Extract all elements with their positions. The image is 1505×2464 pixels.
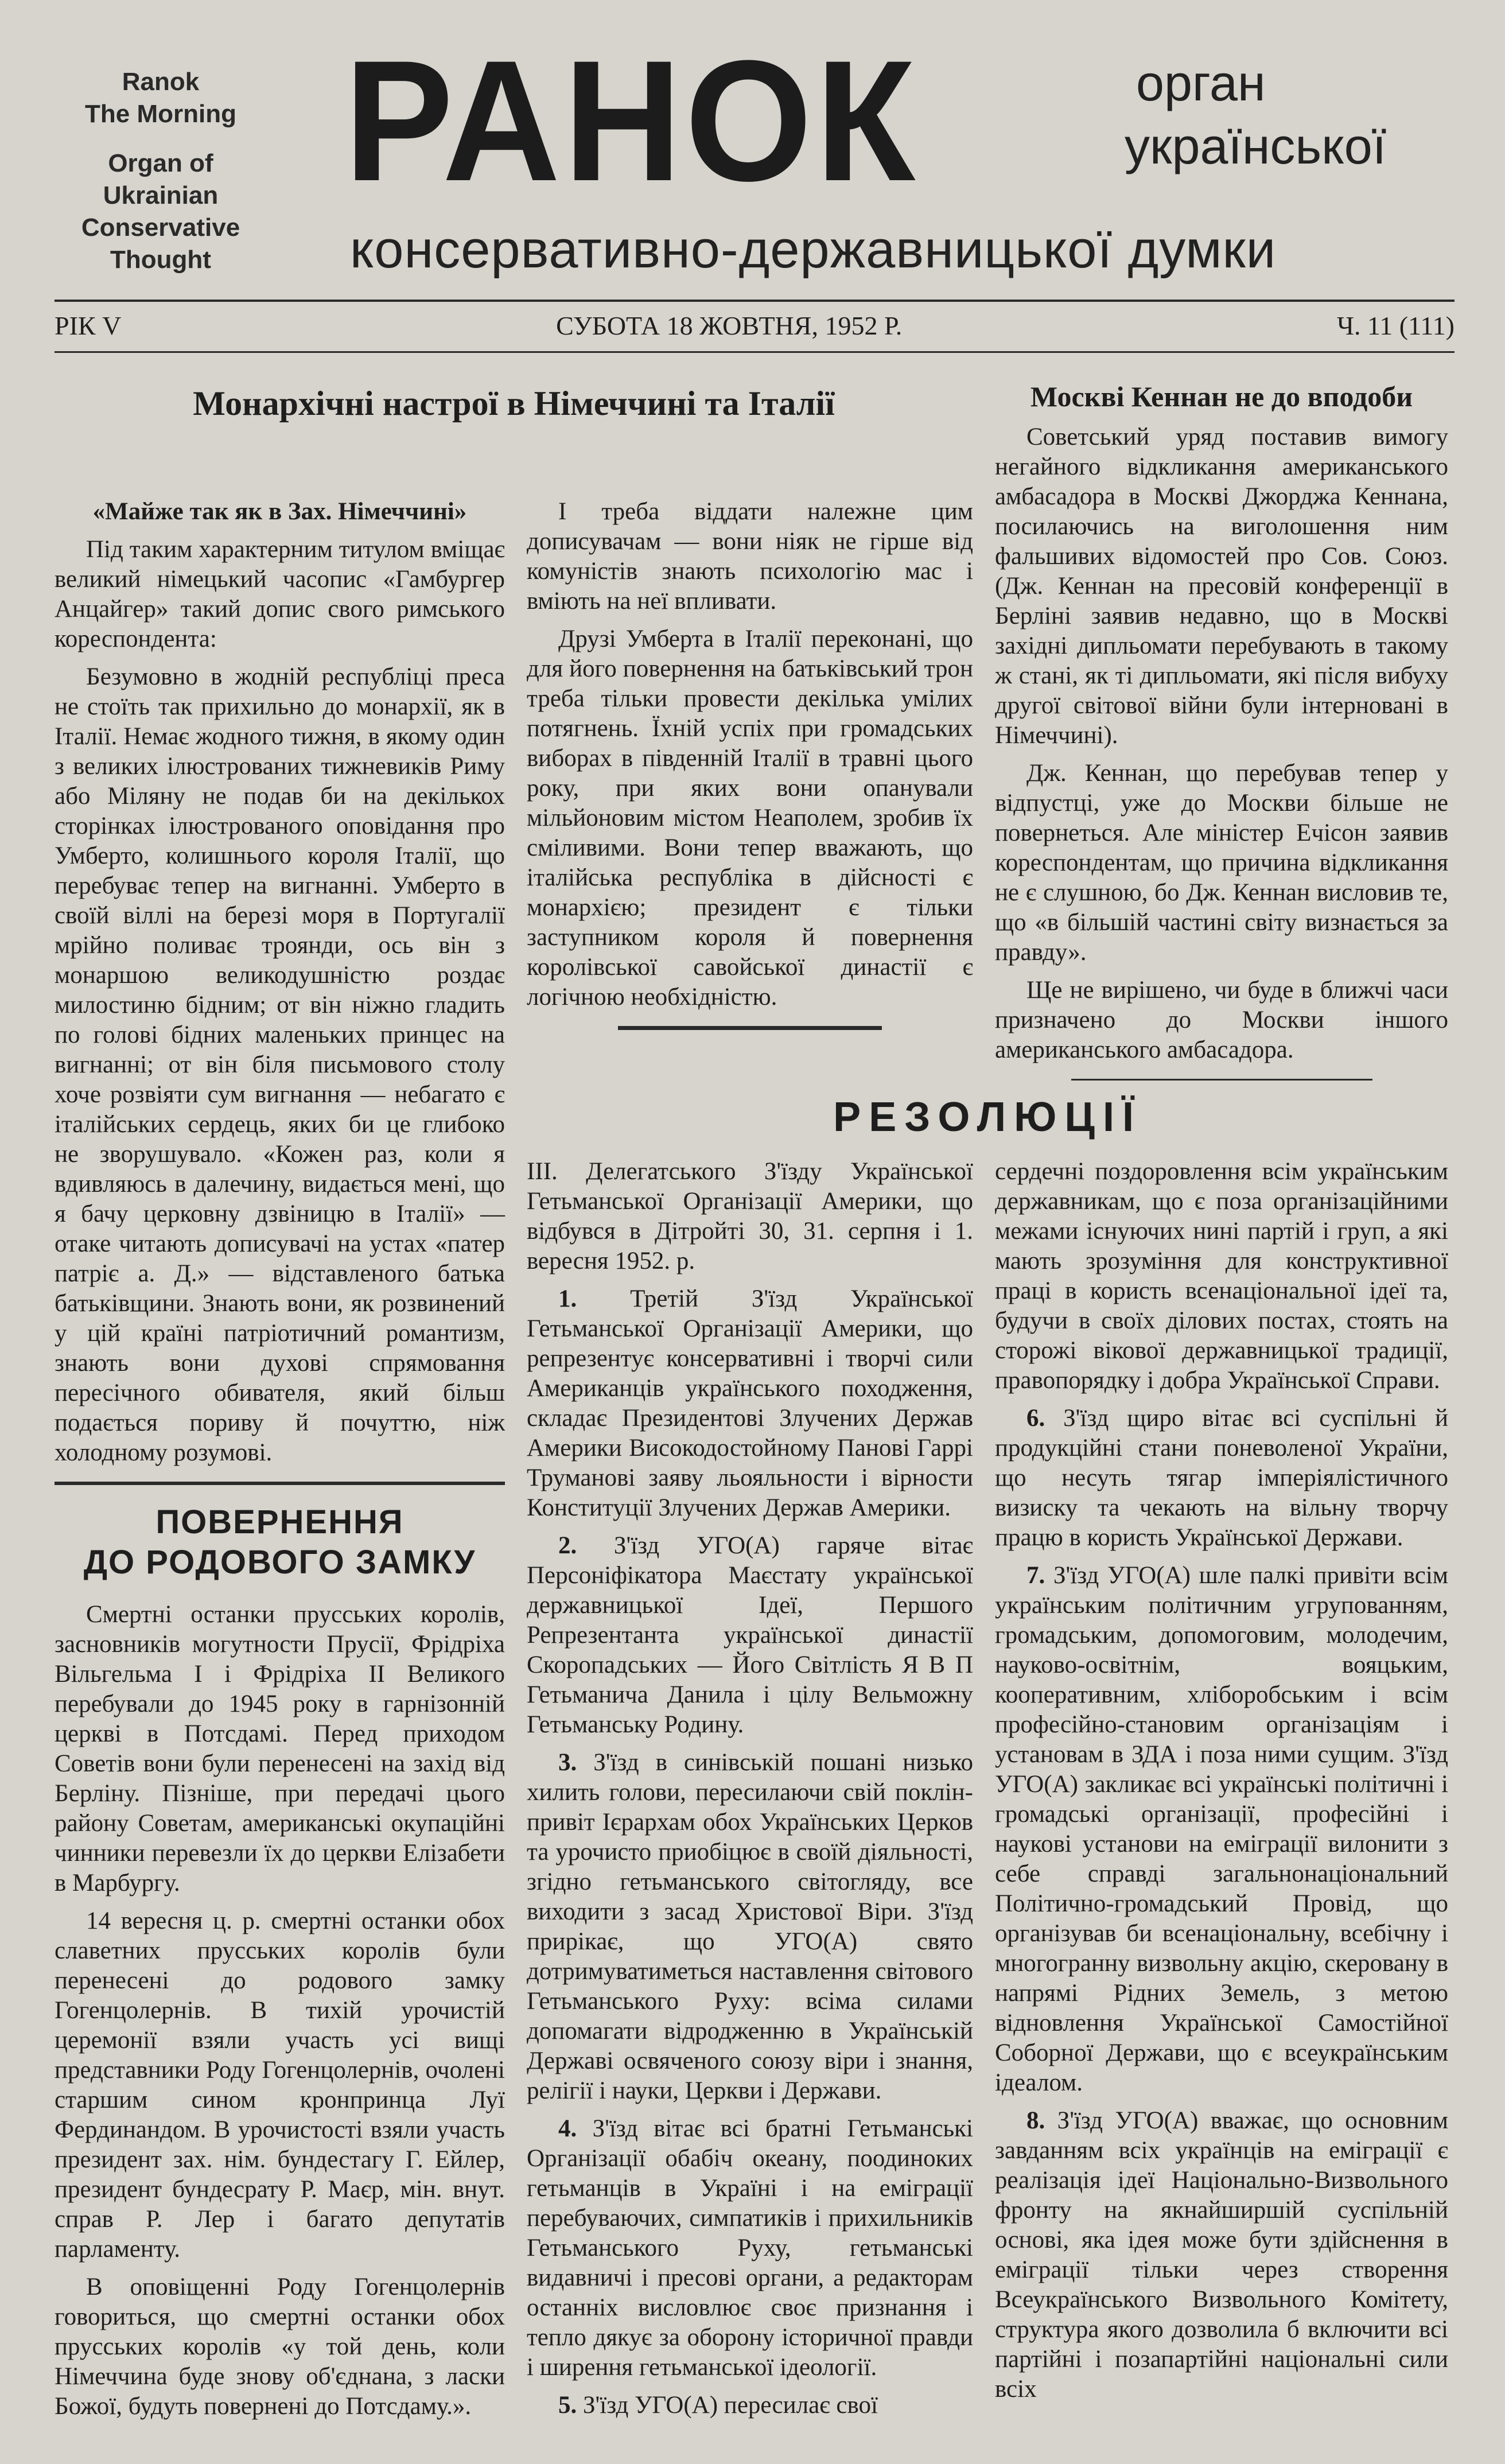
- paragraph: В оповіщенні Роду Гогенцолернів говориться, що смертні останки обох прусських королів «у той день, коли Німеччина буде знову об'єднана, з ласки Божої, будуть повернені до Потсдаму.».: [55, 2273, 505, 2420]
- resolutions-col3: [995, 1157, 1448, 2412]
- paragraph: Ще не вирішено, чи буде в ближчі часи призначено до Москви іншого американського амбасадора.: [995, 977, 1448, 1063]
- headline-kennan: Москві Кеннан не до вподоби: [1030, 380, 1413, 413]
- item-text: З'їзд УГО(А) гаряче вітає Персоніфікатора Маєстату української державницької Ідеї, Першого Репрезентанта української династії Скоропадських — Його Світлість Я В П Гетьманича Данила і цілу Вельможну Гетьманську Родину.: [527, 1532, 973, 1738]
- item-text: З'їзд вітає всі братні Гетьманські Організації обабіч океану, поодиноких гетьманців в Україні і на еміграції перебуваючих, симпатиків і прихильників Гетьманського Руху, гетьманські видавничі і пресові органи, а редакторам останніх висловлює своє признання і тепло дякує за оборону історичної правди і ширення гетьманської ідеології.: [527, 2115, 974, 2381]
- organ-line: орган: [1136, 55, 1266, 111]
- article-kennan: [995, 422, 1448, 1065]
- resolution-item: [995, 2106, 1448, 2404]
- divider: [55, 351, 1455, 353]
- item-number: 7.: [1026, 1561, 1045, 1589]
- item-text: З'їзд в синівській пошані низько хилить голови, пересилаючи свій поклін-привіт Ієрархам обох Українських Церков та урочисто приобіцює в своїй діяльності, згідно гетьманського світогляду, все виходити з засад Христової Віри. З'їзд прирікає, що УГО(А) свято дотримуватиметься наставлення світового Гетьманського Руху: всіма силами допомагати відродженню в Українській Державі освяченого союзу віри і знання, релігії і науки, Церкви і Держави.: [527, 1748, 973, 2104]
- resolutions-heading-row: [527, 1082, 1448, 1155]
- english-line: Ranok: [122, 68, 200, 96]
- resolution-item: [527, 1284, 973, 1523]
- page-body: [55, 379, 1448, 2464]
- paragraph: Дж. Кеннан, що перебував тепер у відпустці, уже до Москви більше не повернеться. Але міністер Ечісон заявив кореспондентам, що причина відкликання не є слушною, бо Дж. Кеннан висловив те, що «в більшій частині світу визнається за правду».: [995, 760, 1448, 966]
- headline-castle: [55, 1502, 505, 1583]
- divider: [618, 1026, 882, 1030]
- item-text: З'їзд УГО(А) пересилає свої: [583, 2391, 878, 2419]
- headline-line: ДО РОДОВОГО ЗАМКУ: [83, 1544, 476, 1581]
- masthead-english: [69, 66, 252, 276]
- item-number: 2.: [558, 1532, 577, 1559]
- article-castle: [55, 1600, 505, 2422]
- item-text: Третій З'їзд Української Гетьманської Організації Америки, що репрезентує консервативні і творчі сили Американців українського походження, складає Президентові Злучених Держав Америки Високодостойному Панові Гаррі Труманові заяву льояльности і вірности Конституції Злучених Держав Америки.: [527, 1285, 973, 1521]
- headline-line: ПОВЕРНЕННЯ: [155, 1503, 404, 1541]
- resolution-item: [527, 1531, 973, 1740]
- item-number: 1.: [558, 1285, 577, 1312]
- resolution-continued: сердечні поздоровлення всім українським державникам, що є поза організаційними межами існуючих нині партій і груп, а які мають зрозуміння для конструктивної праці в користь всенаціональної ідеї та, будучи в своїх ділових постах, стоять на сторожі вікової державницької традиції, правопорядку і добра Української Справи.: [995, 1157, 1448, 1394]
- headline-monarchy: Монархічні настрої в Німеччині та Італії: [193, 384, 835, 422]
- subheadline: «Майже так як в Зах. Німеччині»: [92, 498, 467, 525]
- column-1: [55, 497, 505, 2430]
- item-number: 6.: [1026, 1404, 1045, 1432]
- item-number: 4.: [558, 2115, 577, 2142]
- masthead-organ: [1125, 52, 1446, 178]
- article-kennan-block: [995, 379, 1448, 1081]
- year: РІК V: [55, 311, 122, 340]
- divider: [1071, 1079, 1372, 1081]
- english-line: Organ of: [108, 149, 213, 177]
- spacer: [69, 130, 252, 147]
- item-text: З'їзд УГО(А) вважає, що основним завданням всіх українців на еміграції є реалізація ідеї Національно-Визвольного фронту на якнайширшій суспільній основі, яка ідея може бути здійснення в еміграції тільки через створення Всеукраїнського Визвольного Комітету, структура якого дозволила б включити всі партійні і позапартійні національні сили всіх: [995, 2107, 1448, 2403]
- paragraph: І треба віддати належне цим дописувачам — вони ніяк не гірше від комуністів знають психологію мас і вміють на неї впливати.: [527, 498, 973, 615]
- english-line: Ukrainian: [103, 181, 219, 209]
- paragraph: Друзі Умберта в Італії переконані, що для його повернення на батьківський трон треба тільки провести декілька умілих потягнень. Їхній успіх при громадських виборах в південній Італії в травні цього року, при яких вони опанували мільйоновим містом Неаполем, зробив їх сміливими. Вони тепер вважають, що італійська республіка в дійсності є монархією; президент є тільки заступником короля й повернення королівської савойської династії є логічною необхідністю.: [527, 625, 973, 1011]
- dateline: [55, 310, 1455, 342]
- english-line: Thought: [110, 246, 211, 274]
- divider: [55, 1482, 505, 1485]
- paragraph: Безумовно в жодній республіці преса не стоїть так прихильно до монархії, як в Італії. Немає жодного тижня, в якому один з великих ілюстрованих тижневиків Риму або Міляну не подав би на декількох сторінках ілюстрованого оповідання про Умберто, колишнього короля Італії, що перебуває тепер на вигнанні. Умберто в своїй віллі на березі моря в Португалії мрійно поливає троянди, ось він з монаршою великодушністю роздає милостиню бідним; от він ніжно гладить по голові бідних маленьких принцес на вигнанні; от він біля письмового столу хоче розвіяти сум вигнання — небагато є італійських сердець, яких би це глибоко не зворушувало. «Кожен раз, коли я вдивляюсь в далечину, видається мені, що я бачу церковну дзвіницю в Італії» — отаке читають дописувачі на устах «патер патріє а. Д.» — відставленого батька батьківщини. Знають вони, як розвинений у цій країні патріотичний романтизм, знають вони духові спрямовання пересічного обивателя, який більш подається пориву й почуттю, ніж холодному розумові.: [55, 663, 505, 1466]
- resolution-item: [995, 1404, 1448, 1553]
- divider: [55, 300, 1455, 302]
- resolution-item: [527, 2114, 973, 2383]
- item-text: З'їзд щиро вітає всі суспільні й продукційні стани поневоленої України, що несуть тягар імперіялістичного визиску та чекають на вільну творчу працю в користь Української Держави.: [995, 1404, 1448, 1551]
- paragraph: Під таким характерним титулом вміщає великий німецький часопис «Гамбургер Анцайгер» такий допис свого римського кореспондента:: [55, 536, 505, 652]
- newspaper-title: РАНОК: [344, 24, 919, 217]
- item-number: 3.: [558, 1748, 577, 1776]
- organ-line: української: [1125, 118, 1387, 174]
- masthead-subtitle: консервативно-державницької думки: [350, 220, 1277, 279]
- english-line: The Morning: [85, 100, 236, 128]
- item-number: 8.: [1026, 2107, 1045, 2134]
- issue-number: Ч. 11 (111): [1337, 311, 1455, 340]
- article-monarchy-col2: [527, 497, 973, 1012]
- headline-resolutions: РЕЗОЛЮЦІЇ: [833, 1094, 1142, 1141]
- item-text: З'їзд УГО(А) шле палкі привіти всім українським політичним угрупованням, громадським, допомоговим, молодечим, науково-освітнім, вояцьким, кооперативним, хліборобським і всім професійно-становим організаціям і установам в ЗДА і поза ними сущим. З'їзд УГО(А) закликає всі українські політичні і громадські організації, професійні і наукові установи на еміграції вилонити з себе справді загальнонаціональний Політично-громадський Провід, що організував би всенаціональну, всебічну і многогранну визвольну акцію, скеровану в напрямі Рідних Земель, з метою відновлення Української Самостійної Соборної Держави, що є всеукраїнським ідеалом.: [995, 1561, 1449, 2096]
- resolution-item: [527, 1748, 973, 2106]
- paragraph: 14 вересня ц. р. смертні останки обох славетних прусських королів були перенесені до родового замку Гогенцолернів. В тихій урочистій церемонії взяли участь усі вищі представники Роду Гогенцолернів, очолені старшим сином кронпринца Луї Фердинандом. В урочистості взяли участь президент зах. нім. бундестагу Г. Ейлер, президент бундесрату Р. Маєр, мін. внут. справ Р. Лер і багато депутатів парламенту.: [55, 1907, 505, 2263]
- date: СУБОТА 18 ЖОВТНЯ, 1952 Р.: [556, 311, 903, 340]
- english-line: Conservative: [81, 213, 240, 242]
- paragraph: Советський уряд поставив вимогу негайного відкликання американського амбасадора в Москві Джорджа Кеннана, посилаючись на виголошення ним фальшивих відомостей про Сов. Союз. (Дж. Кеннан на пресовій конференції в Берліні заявив недавно, що в Москві західні дипльомати перебувають в такому ж стані, як ті дипльомати, які після вибуху другої світової війни були інтерновані в Німеччині).: [995, 423, 1448, 749]
- resolutions-intro: III. Делегатського З'їзду Української Гетьманської Організації Америки, що відбувся в Дітройті 30, 31. серпня і 1. вересня 1952. р.: [527, 1157, 973, 1274]
- paragraph: Смертні останки прусських королів, засновників могутности Прусії, Фрідріха Вільгельма І і Фрідріха ІІ Великого перебували до 1945 року в гарнізонній церкві в Потсдамі. Перед приходом Советів вони були перенесені на захід від Берліну. Пізніше, при передачі цього району Советам, американські окупаційні чинники перевезли їх до церкви Елізабети в Марбургу.: [55, 1601, 505, 1896]
- article-monarchy-col1: [55, 497, 505, 1468]
- column-2-top: [527, 497, 973, 1030]
- item-number: 5.: [558, 2391, 577, 2419]
- resolutions-col2: [527, 1157, 973, 2428]
- resolution-item: [527, 2391, 973, 2420]
- resolution-item: [995, 1561, 1448, 2098]
